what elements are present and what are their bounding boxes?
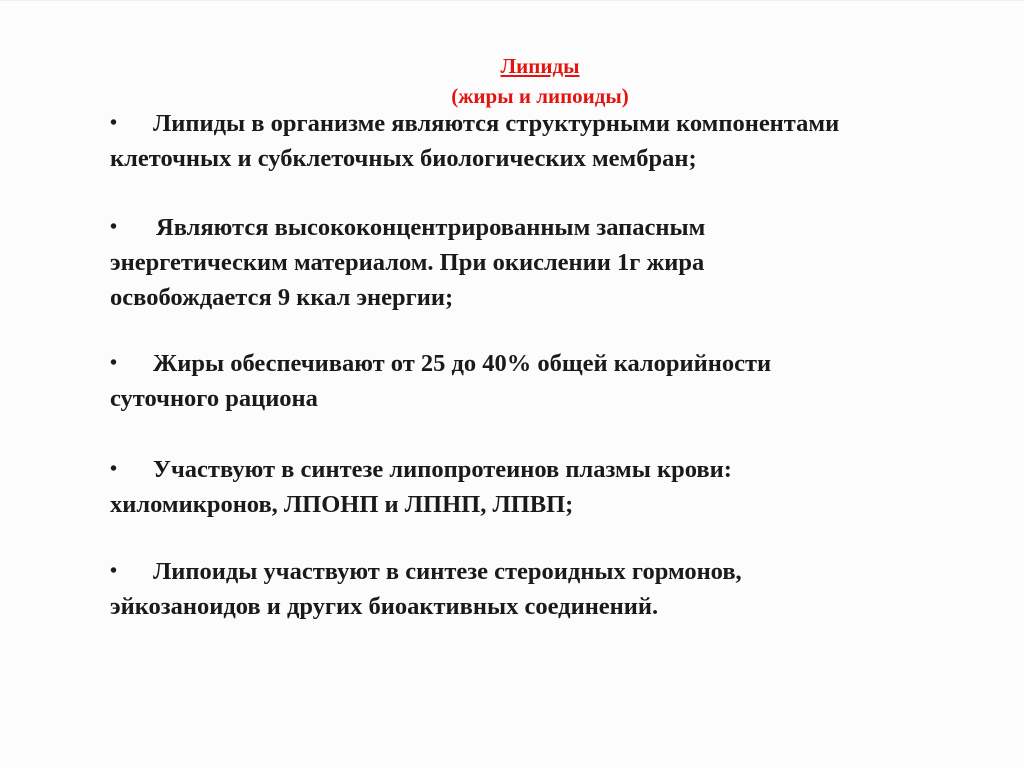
bullet-marker: •	[110, 560, 118, 582]
bullet-line: суточного рациона	[110, 385, 318, 412]
bullet-text	[153, 210, 990, 245]
bullet-marker: •	[110, 458, 118, 480]
bullet-marker: •	[110, 352, 118, 374]
bullet-item-1	[110, 106, 990, 176]
bullet-line: Являются высококонцентрированным запасным	[156, 214, 706, 241]
bullet-text	[153, 106, 990, 141]
bullet-line: Участвуют в синтезе липопротеинов плазмы крови:	[153, 456, 732, 483]
bullet-line: освобождается 9 ккал энергии;	[110, 284, 454, 311]
bullet-item-5	[110, 554, 990, 624]
title-subtitle: (жиры и липоиды)	[451, 84, 629, 108]
bullet-marker: •	[110, 112, 118, 134]
bullet-item-4	[110, 452, 990, 522]
bullet-item-2	[110, 210, 990, 315]
bullet-text	[153, 554, 990, 589]
bullet-marker: •	[110, 216, 118, 238]
bullet-text	[153, 452, 990, 487]
title-main: Липиды	[500, 54, 580, 78]
bullet-line: Липоиды участвуют в синтезе стероидных гормонов,	[153, 558, 742, 585]
bullet-line: хиломикронов, ЛПОНП и ЛПНП, ЛПВП;	[110, 491, 574, 518]
bullet-item-3	[110, 346, 990, 416]
bullet-line: клеточных и субклеточных биологических мембран;	[110, 145, 697, 172]
bullet-text	[153, 346, 990, 381]
bullet-line: Липиды в организме являются структурными компонентами	[153, 110, 840, 137]
bullet-line: энергетическим материалом. При окислении 1г жира	[110, 249, 705, 276]
slide-title	[0, 51, 1024, 111]
bullet-line: Жиры обеспечивают от 25 до 40% общей калорийности	[153, 350, 772, 377]
bullet-line: эйкозаноидов и других биоактивных соединений.	[110, 593, 659, 620]
